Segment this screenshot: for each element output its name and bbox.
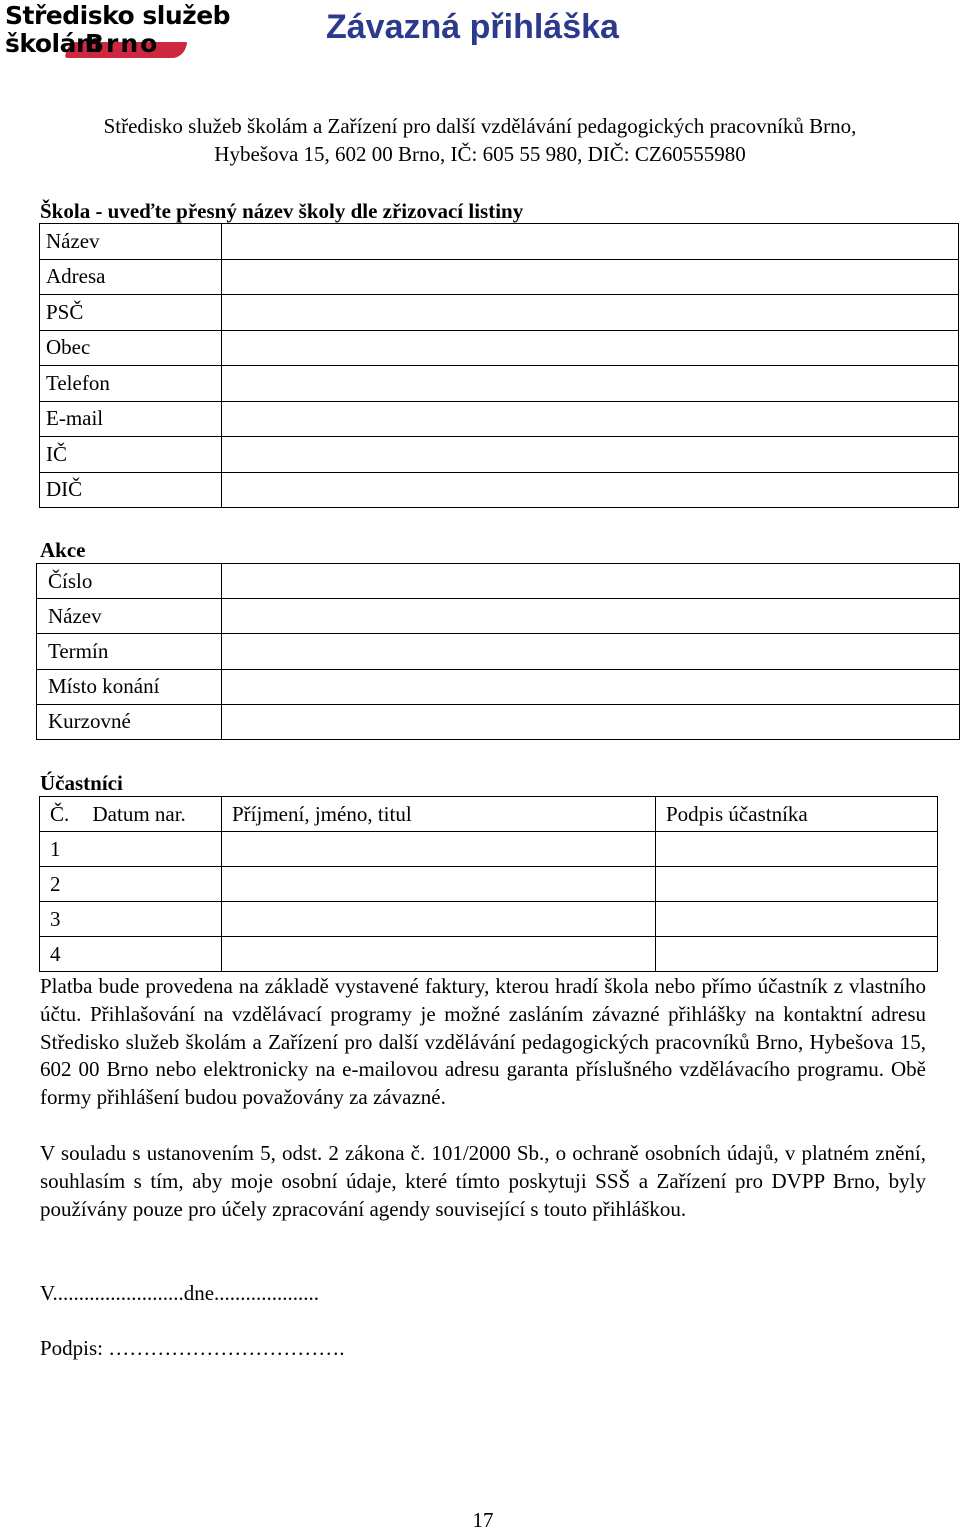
akce-table [36, 563, 960, 740]
school-row [40, 259, 959, 295]
school-row-input[interactable] [222, 437, 959, 473]
participant-signature-input[interactable] [656, 937, 938, 972]
akce-row-input[interactable] [222, 634, 960, 669]
participant-signature-input[interactable] [656, 867, 938, 902]
participant-birthdate-input[interactable] [83, 867, 222, 902]
participant-name-input[interactable] [222, 832, 656, 867]
akce-row [37, 634, 960, 669]
school-row-label: Název [40, 224, 222, 260]
akce-row [37, 564, 960, 599]
participant-row [40, 867, 938, 902]
school-row [40, 366, 959, 402]
akce-row-input[interactable] [222, 564, 960, 599]
header-line1: Středisko služeb školám a Zařízení pro další vzdělávání pedagogických pracovníků Brno, [103, 114, 857, 138]
participant-number: 3 [40, 902, 83, 937]
page-title: Závazná přihláška [326, 8, 619, 46]
participant-birthdate-input[interactable] [83, 937, 222, 972]
signature-line: Podpis: ……………………………. [40, 1336, 345, 1360]
akce-row-label: Kurzovné [37, 704, 222, 739]
school-section-heading: Škola - uveďte přesný název školy dle zřizovací listiny [40, 199, 524, 223]
akce-row-input[interactable] [222, 704, 960, 739]
participant-name-input[interactable] [222, 937, 656, 972]
column-header-name: Příjmení, jméno, titul [222, 797, 656, 832]
akce-row [37, 669, 960, 704]
logo-text-brno: Brno [85, 29, 160, 58]
participant-number: 4 [40, 937, 83, 972]
school-row [40, 401, 959, 437]
school-row-input[interactable] [222, 259, 959, 295]
school-row-label: IČ [40, 437, 222, 473]
column-header-signature: Podpis účastníka [656, 797, 938, 832]
place-date-line: V.........................dne.................... [40, 1281, 320, 1305]
participant-row [40, 902, 938, 937]
logo-text-line2: školám [5, 29, 102, 58]
school-row [40, 295, 959, 331]
participant-signature-input[interactable] [656, 902, 938, 937]
school-row-input[interactable] [222, 224, 959, 260]
akce-row [37, 704, 960, 739]
payment-paragraph: Platba bude provedena na základě vystavené faktury, kterou hradí škola nebo přímo účastník z vlastního účtu. Přihlašování na vzdělávací programy je možné zasláním závazné přihlášky na kontaktní adresu Středisko služeb školám a Zařízení pro další vzdělávání pedagogických pracovníků Brno, Hybešova 15, 602 00 Brno nebo elektronicky na e-mailovou adresu garanta příslušného vzdělávacího programu. Obě formy přihlášení budou považovány za závazné. [40, 974, 926, 1110]
column-header-number: Č. [40, 797, 83, 832]
participant-number: 2 [40, 867, 83, 902]
school-row [40, 437, 959, 473]
school-row-input[interactable] [222, 401, 959, 437]
participant-name-input[interactable] [222, 867, 656, 902]
participants-header-row [40, 797, 938, 832]
school-row-input[interactable] [222, 295, 959, 331]
akce-row-label: Místo konání [37, 669, 222, 704]
school-row [40, 224, 959, 260]
participant-row [40, 832, 938, 867]
school-row [40, 330, 959, 366]
header-line2: Hybešova 15, 602 00 Brno, IČ: 605 55 980, DIČ: CZ60555980 [214, 142, 746, 166]
school-row-label: E-mail [40, 401, 222, 437]
participants-table [39, 796, 938, 972]
school-row-input[interactable] [222, 472, 959, 508]
akce-row-input[interactable] [222, 599, 960, 634]
school-row-label: Adresa [40, 259, 222, 295]
column-header-birthdate: Datum nar. [83, 797, 222, 832]
school-row-label: DIČ [40, 472, 222, 508]
participant-number: 1 [40, 832, 83, 867]
akce-row-label: Název [37, 599, 222, 634]
school-table [39, 223, 959, 508]
participant-birthdate-input[interactable] [83, 902, 222, 937]
school-row-input[interactable] [222, 330, 959, 366]
akce-row-label: Číslo [37, 564, 222, 599]
page-number: 17 [472, 1508, 494, 1532]
participant-birthdate-input[interactable] [83, 832, 222, 867]
akce-section-heading: Akce [40, 538, 86, 562]
akce-row [37, 599, 960, 634]
school-row-input[interactable] [222, 366, 959, 402]
consent-paragraph: V souladu s ustanovením 5, odst. 2 zákona č. 101/2000 Sb., o ochraně osobních údajů, v platném znění, souhlasím s tím, aby moje osobní údaje, které tímto poskytuji SSŠ a Zařízení pro DVPP Brno, byly používány pouze pro účely zpracování agendy související s touto přihláškou. [40, 1141, 926, 1221]
school-row-label: PSČ [40, 295, 222, 331]
school-row [40, 472, 959, 508]
participants-section-heading: Účastníci [40, 771, 123, 795]
akce-row-input[interactable] [222, 669, 960, 704]
organization-logo [5, 1, 231, 64]
school-row-label: Obec [40, 330, 222, 366]
participant-row [40, 937, 938, 972]
logo-text-line1: Středisko služeb [5, 1, 231, 30]
participant-name-input[interactable] [222, 902, 656, 937]
school-row-label: Telefon [40, 366, 222, 402]
participant-signature-input[interactable] [656, 832, 938, 867]
akce-row-label: Termín [37, 634, 222, 669]
